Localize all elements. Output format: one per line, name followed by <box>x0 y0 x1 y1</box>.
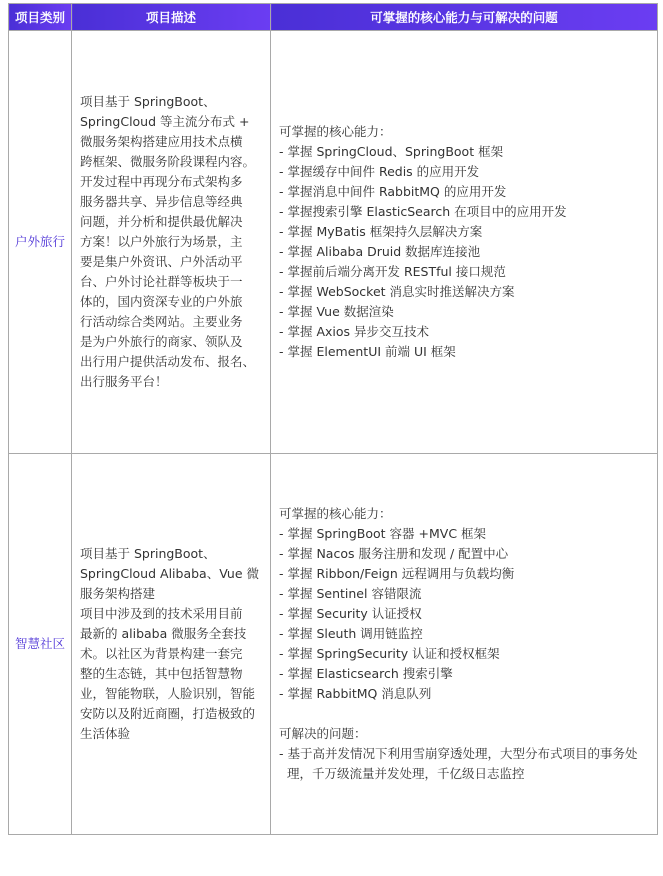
capability-item: - 掌握 Axios 异步交互技术 <box>279 324 430 339</box>
project-table <box>8 3 658 835</box>
category-cell: 智慧社区 <box>9 454 72 835</box>
capability-item: - 掌握 Security 认证授权 <box>279 606 422 621</box>
description-line: SpringCloud 等主流分布式 + <box>80 114 250 129</box>
description-line: 项目基于 SpringBoot、 <box>80 546 216 561</box>
capability-item: - 掌握搜索引擎 ElasticSearch 在项目中的应用开发 <box>279 204 567 219</box>
description-line: 业，智能物联，人脸识别，智能 <box>80 686 256 701</box>
category-cell: 户外旅行 <box>9 31 72 454</box>
capability-item: - 掌握 SpringBoot 容器 +MVC 框架 <box>279 526 487 541</box>
table-header-row <box>9 4 658 31</box>
description-line: 服务器共享、异步信息等经典 <box>80 194 243 209</box>
table-row <box>9 31 658 454</box>
description-line: 整的生态链，其中包括智慧物 <box>80 666 243 681</box>
spacer <box>279 704 649 724</box>
description-line: 出行用户提供活动发布、报名、 <box>80 354 256 369</box>
capabilities-cell <box>271 31 658 454</box>
description-cell <box>72 454 271 835</box>
description-line: 台、户外讨论社群等板块于一 <box>80 274 243 289</box>
description-line: 问题，并分析和提供最优解决 <box>80 214 243 229</box>
capability-title: 可掌握的核心能力： <box>279 506 392 521</box>
description-line: 跨框架、微服务阶段课程内容。 <box>80 154 256 169</box>
capability-item: - 掌握 SpringSecurity 认证和授权框架 <box>279 646 500 661</box>
capability-item: - 掌握消息中间件 RabbitMQ 的应用开发 <box>279 184 507 199</box>
capability-item: - 掌握 Sentinel 容错限流 <box>279 586 422 601</box>
capability-item: - 掌握缓存中间件 Redis 的应用开发 <box>279 164 480 179</box>
problems-title: 可解决的问题： <box>279 726 367 741</box>
description-line: 服务架构搭建 <box>80 586 156 601</box>
capability-item: - 掌握 Vue 数据渲染 <box>279 304 394 319</box>
description-line: 项目中涉及到的技术采用目前 <box>80 606 243 621</box>
capability-item: - 掌握 MyBatis 框架持久层解决方案 <box>279 224 483 239</box>
capability-item: - 掌握 RabbitMQ 消息队列 <box>279 686 432 701</box>
capabilities-cell <box>271 454 658 835</box>
description-line: 方案！以户外旅行为场景，主 <box>80 234 243 249</box>
table-row <box>9 454 658 835</box>
capability-title: 可掌握的核心能力： <box>279 124 392 139</box>
description-line: 术。以社区为背景构建一套完 <box>80 646 243 661</box>
description-line: 开发过程中再现分布式架构多 <box>80 174 243 189</box>
capability-item: - 掌握 SpringCloud、SpringBoot 框架 <box>279 144 504 159</box>
header-category: 项目类别 <box>9 4 72 31</box>
description-line: 体的，国内资深专业的户外旅 <box>80 294 243 309</box>
description-line: 最新的 alibaba 微服务全套技 <box>80 626 247 641</box>
capability-item: - 掌握 Alibaba Druid 数据库连接池 <box>279 244 481 259</box>
description-line: 出行服务平台！ <box>80 374 168 389</box>
description-line: SpringCloud Alibaba、Vue 微 <box>80 566 259 581</box>
description-line: 项目基于 SpringBoot、 <box>80 94 216 109</box>
description-line: 是为户外旅行的商家、领队及 <box>80 334 243 349</box>
capability-item: - 掌握 Ribbon/Feign 远程调用与负载均衡 <box>279 566 515 581</box>
header-capabilities: 可掌握的核心能力与可解决的问题 <box>271 4 658 31</box>
capability-item: - 掌握 Nacos 服务注册和发现 / 配置中心 <box>279 546 509 561</box>
description-line: 微服务架构搭建应用技术点横 <box>80 134 243 149</box>
capability-item: - 掌握 WebSocket 消息实时推送解决方案 <box>279 284 515 299</box>
capability-item: - 掌握 Elasticsearch 搜索引擎 <box>279 666 453 681</box>
description-line: 安防以及附近商圈，打造极致的 <box>80 706 256 721</box>
description-line: 生活体验 <box>80 726 131 741</box>
description-line: 要是集户外资讯、户外活动平 <box>80 254 243 269</box>
problem-item: - 基于高并发情况下利用雪崩穿透处理，大型分布式项目的事务处理，千万级流量并发处理，千亿级日志监控 <box>279 746 638 781</box>
header-description: 项目描述 <box>72 4 271 31</box>
description-line: 行活动综合类网站。主要业务 <box>80 314 243 329</box>
capability-item: - 掌握 ElementUI 前端 UI 框架 <box>279 344 456 359</box>
capability-item: - 掌握前后端分离开发 RESTful 接口规范 <box>279 264 506 279</box>
description-cell <box>72 31 271 454</box>
capability-item: - 掌握 Sleuth 调用链监控 <box>279 626 423 641</box>
